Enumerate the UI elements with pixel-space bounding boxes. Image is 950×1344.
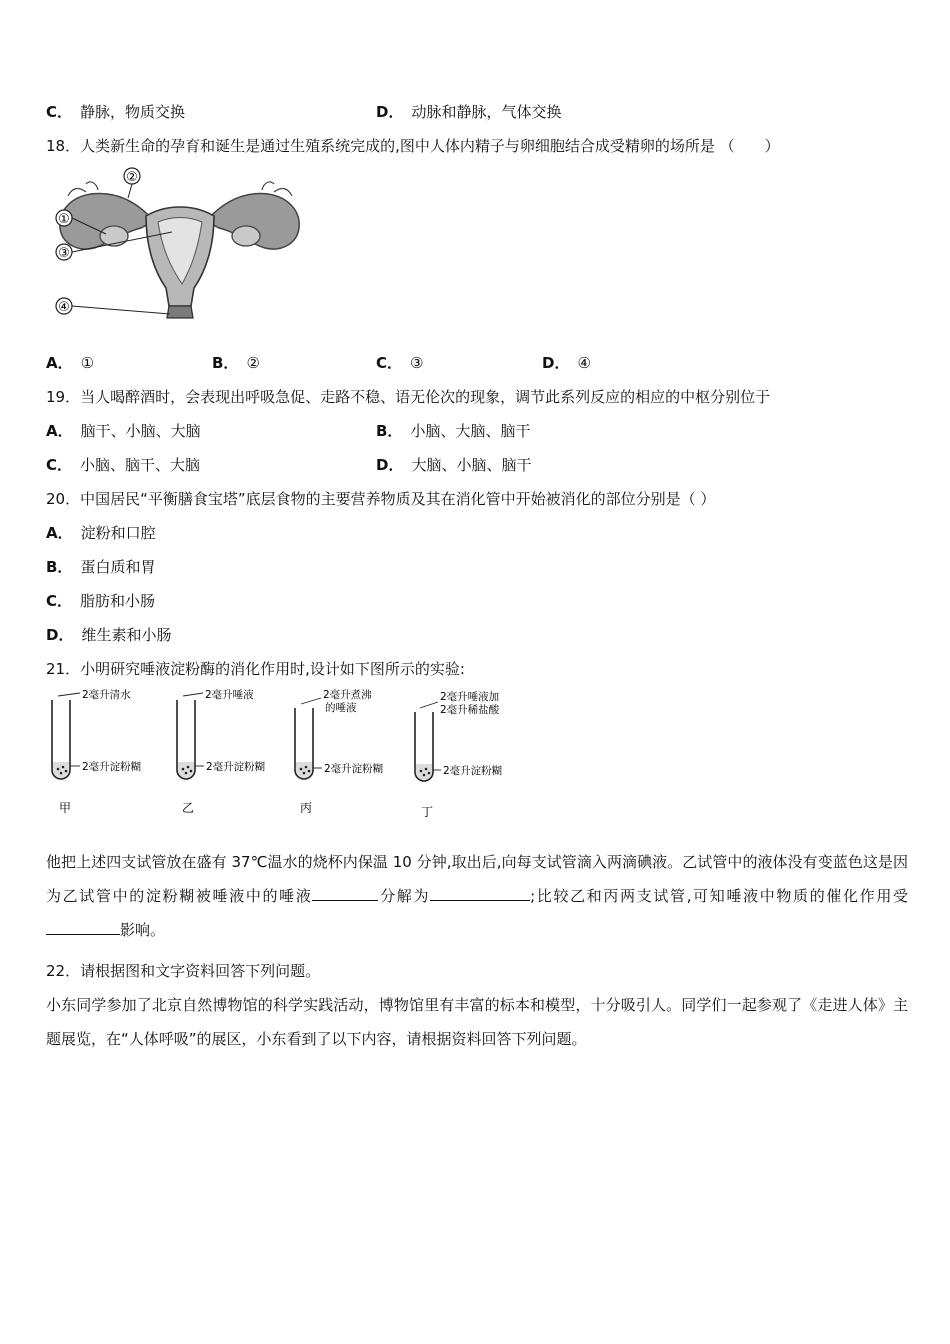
q19-option-c[interactable]: C． 小脑、脑干、大脑	[46, 456, 201, 474]
tube-bing-top-label: 2毫升煮沸	[323, 689, 372, 701]
q18-stem: 18．人类新生命的孕育和诞生是通过生殖系统完成的,图中人体内精子与卵细胞结合成受精卵的场所是 （ ）	[46, 137, 780, 155]
tube-bing	[295, 688, 384, 815]
tube-yi	[177, 688, 266, 815]
tube-ding-bottom-label: 2毫升淀粉糊	[443, 765, 503, 777]
q21-paragraph: 他把上述四支试管放在盛有 37℃温水的烧杯内保温 10 分钟,取出后,向每支试管滴入两滴碘液。乙试管中的液体没有变蓝色这是因为乙试管中的淀粉糊被唾液中的唾液 分解为 ;比较乙和丙两支试管,可知唾液中物质的催化作用受影响。	[46, 853, 908, 939]
q17-option-d[interactable]: D． 动脉和静脉，气体交换	[376, 103, 562, 121]
q22-paragraph: 小东同学参加了北京自然博物馆的科学实践活动，博物馆里有丰富的标本和模型，十分吸引人。同学们一起参观了《走进人体》主题展览，在“人体呼吸”的展区，小东看到了以下内容，请根据资料回答下列问题。	[46, 996, 908, 1048]
tube-ding	[415, 690, 503, 819]
tube-jia-name: 甲	[59, 801, 72, 815]
tube-bing-top-label-2: 的唾液	[325, 702, 357, 714]
exam-page: C． 静脉，物质交换 D． 动脉和静脉，气体交换 18．人类新生命的孕育和诞生是通过生殖系统完成的,图中人体内精子与卵细胞结合成受精卵的场所是 （ ） ② ① ③ ④ A． ① B． ② C． ③ D． ④ 19．当人喝醉酒时，会表现出呼吸急促、走路不稳、语无伦次的现象，调节此系列反应的相应的中枢分别位于 A． 脑干、小脑、大脑 B． 小脑、大脑、脑干 C． 小脑、脑干、大脑 D． 大脑、小脑、脑干 20．中国居民“平衡膳食宝塔”底层食物的主要营养物质及其在消化管中开始被消化的部位分别是（ ） A． 淀粉和口腔 B． 蛋白质和胃 C． 脂肪和小肠 D． 维生素和小肠 21．小明研究唾液淀粉酶的消化作用时,设计如下图所示的实验: 2毫升清水 2毫升淀粉糊 甲 2毫升唾液 2毫升淀粉糊 乙 2毫升煮沸 的唾液 2毫升淀粉糊 丙 2毫升唾液加 2毫升稀盐酸 2毫升淀粉糊 丁 他把上述四支试管放在盛有 37℃温水的烧杯内保温 10 分钟,取出后,向每支试管滴入两滴碘液。乙试管中的液体没有变蓝色这是因为乙试管中的淀粉糊被唾液中的唾液 分解为 ;比较乙和丙两支试管,可知唾液中物质的催化作用受影响。 22．请根据图和文字资料回答下列问题。 小东同学参加了北京自然博物馆的科学实践活动，博物馆里有丰富的标本和模型，十分吸引人。同学们一起参观了《走进人体》主题展览，在“人体呼吸”的展区，小东看到了以下内容，请根据资料回答下列问题。	[0, 0, 950, 1344]
q21-blank-1[interactable]	[312, 882, 378, 901]
diagram-marker-2: ②	[126, 170, 138, 185]
diagram-marker-4: ④	[58, 300, 70, 315]
diagram-marker-1: ①	[58, 212, 70, 227]
q22-stem: 22．请根据图和文字资料回答下列问题。	[46, 962, 321, 980]
left-ovary	[100, 226, 128, 246]
q21-blank-3[interactable]	[46, 916, 120, 935]
tube-yi-bottom-label: 2毫升淀粉糊	[206, 761, 266, 773]
right-ovary	[232, 226, 260, 246]
vagina	[167, 306, 193, 318]
q19-option-a[interactable]: A． 脑干、小脑、大脑	[46, 422, 201, 440]
diagram-marker-3: ③	[58, 246, 70, 261]
q17-option-c[interactable]: C． 静脉，物质交换	[46, 103, 186, 121]
tube-ding-top-label: 2毫升唾液加	[440, 691, 500, 703]
q19-stem: 19．当人喝醉酒时，会表现出呼吸急促、走路不稳、语无伦次的现象，调节此系列反应的相应的中枢分别位于	[46, 388, 771, 406]
tube-ding-name: 丁	[421, 805, 434, 819]
test-tube-experiment-diagram	[46, 686, 516, 826]
q19-option-d[interactable]: D． 大脑、小脑、脑干	[376, 456, 532, 474]
tube-ding-top-label-2: 2毫升稀盐酸	[440, 704, 500, 716]
q18-option-a[interactable]: A． ①	[46, 354, 95, 372]
tube-yi-top-label: 2毫升唾液	[205, 689, 254, 701]
q18-option-d[interactable]: D． ④	[542, 354, 591, 372]
female-reproductive-diagram	[46, 166, 316, 336]
q20-stem: 20．中国居民“平衡膳食宝塔”底层食物的主要营养物质及其在消化管中开始被消化的部位分别是（ ）	[46, 490, 716, 508]
tube-jia-top-label: 2毫升清水	[82, 689, 131, 701]
tube-jia-bottom-label: 2毫升淀粉糊	[82, 761, 142, 773]
tube-bing-name: 丙	[300, 801, 313, 815]
q21-blank-2[interactable]	[430, 882, 530, 901]
q21-stem: 21．小明研究唾液淀粉酶的消化作用时,设计如下图所示的实验:	[46, 660, 465, 678]
tube-jia	[52, 688, 142, 815]
q19-option-b[interactable]: B． 小脑、大脑、脑干	[376, 422, 531, 440]
tube-bing-bottom-label: 2毫升淀粉糊	[324, 763, 384, 775]
tube-yi-name: 乙	[182, 801, 195, 815]
q18-option-b[interactable]: B． ②	[212, 354, 260, 372]
q18-option-c[interactable]: C． ③	[376, 354, 424, 372]
